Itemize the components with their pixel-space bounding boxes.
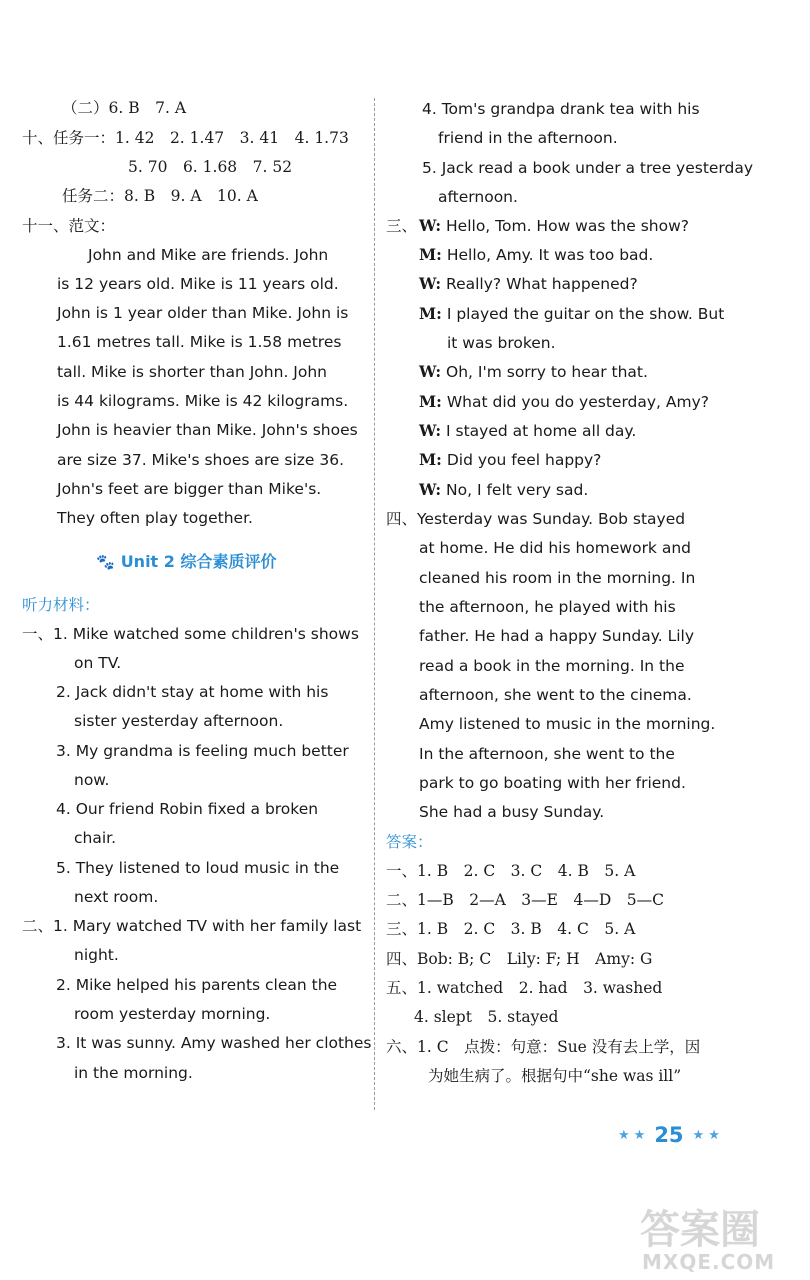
paw-icon: 🐾 <box>96 553 115 571</box>
essay-line: tall. Mike is shorter than John. John <box>57 363 327 381</box>
unit-title <box>96 551 276 573</box>
essay-line: They often play together. <box>57 509 253 527</box>
speaker-label: M: <box>419 392 442 411</box>
passage-line: 四、Yesterday was Sunday. Bob stayed <box>386 510 686 528</box>
answer-line: （二）6. B 7. A <box>62 99 187 117</box>
page-number <box>618 1122 720 1148</box>
dialogue-text: I played the guitar on the show. But <box>446 305 725 323</box>
listening-line: chair. <box>74 829 117 847</box>
passage-line: In the afternoon, she went to the <box>419 745 675 763</box>
answer-line: 四、Bob: B; C Lily: F; H Amy: G <box>386 950 653 968</box>
dialogue-line <box>419 449 601 471</box>
listening-line: 5. They listened to loud music in the <box>56 859 340 877</box>
star-icon: ★ <box>708 1127 720 1143</box>
speaker-label: M: <box>419 450 442 469</box>
passage-line: cleaned his room in the morning. In <box>419 569 696 587</box>
dialogue-text: it was broken. <box>447 334 556 352</box>
essay-line: John and Mike are friends. John <box>88 246 329 264</box>
listening-line: friend in the afternoon. <box>438 129 618 147</box>
answers-label: 答案： <box>386 833 433 851</box>
essay-heading: 十一、范文： <box>22 217 116 235</box>
watermark-logo <box>640 1198 800 1276</box>
answer-line: 任务二：8. B 9. A 10. A <box>62 187 258 205</box>
dialogue-line <box>447 332 556 354</box>
unit-title-text: Unit 2 综合素质评价 <box>120 552 277 571</box>
listening-line: next room. <box>74 888 159 906</box>
passage-line: at home. He did his homework and <box>419 539 691 557</box>
passage-line: father. He had a happy Sunday. Lily <box>419 627 694 645</box>
column-divider <box>374 98 375 1110</box>
dialogue-text: Did you feel happy? <box>446 451 602 469</box>
dialogue-text: Hello, Tom. How was the show? <box>446 217 689 235</box>
listening-line: room yesterday morning. <box>74 1005 271 1023</box>
dialogue-text: Oh, I'm sorry to hear that. <box>446 363 648 381</box>
speaker-label: M: <box>419 245 442 264</box>
listening-line: 5. Jack read a book under a tree yesterday <box>422 159 754 177</box>
answer-line: 十、任务一：1. 42 2. 1.47 3. 41 4. 1.73 <box>22 129 349 147</box>
answer-line: 六、1. C 点拨：句意：Sue 没有去上学，因 <box>386 1038 701 1056</box>
answer-line: 五、1. watched 2. had 3. washed <box>386 979 663 997</box>
answer-line: 5. 70 6. 1.68 7. 52 <box>128 158 293 176</box>
watermark-top: 答案圈 <box>640 1207 760 1253</box>
listening-line: 2. Mike helped his parents clean the <box>56 976 338 994</box>
listening-line: afternoon. <box>438 188 518 206</box>
dialogue-line <box>419 479 588 501</box>
listening-line: sister yesterday afternoon. <box>74 712 284 730</box>
listening-line: 4. Our friend Robin fixed a broken <box>56 800 319 818</box>
essay-line: are size 37. Mike's shoes are size 36. <box>57 451 344 469</box>
dialogue-text: No, I felt very sad. <box>446 481 589 499</box>
passage-line: read a book in the morning. In the <box>419 657 685 675</box>
dialogue-line <box>419 391 709 413</box>
listening-line: night. <box>74 946 119 964</box>
listening-line: 3. It was sunny. Amy washed her clothes <box>56 1034 372 1052</box>
dialogue-line <box>419 244 653 266</box>
speaker-label: W: <box>419 480 442 499</box>
dialogue-line <box>419 420 636 442</box>
listening-label: 听力材料： <box>22 596 100 614</box>
answer-line: 三、1. B 2. C 3. B 4. C 5. A <box>386 920 636 938</box>
listening-line: in the morning. <box>74 1064 193 1082</box>
essay-line: John is 1 year older than Mike. John is <box>57 304 349 322</box>
listening-line: 一、1. Mike watched some children's shows <box>22 625 359 643</box>
listening-line: on TV. <box>74 654 122 672</box>
essay-line: is 12 years old. Mike is 11 years old. <box>57 275 339 293</box>
passage-line: Amy listened to music in the morning. <box>419 715 716 733</box>
dialogue-line <box>419 215 689 237</box>
answer-line: 二、1—B 2—A 3—E 4—D 5—C <box>386 891 664 909</box>
answer-line: 为她生病了。根据句中“she was ill” <box>428 1067 682 1085</box>
dialogue-text: Really? What happened? <box>446 275 638 293</box>
dialogue-text: What did you do yesterday, Amy? <box>446 393 710 411</box>
essay-line: John is heavier than Mike. John's shoes <box>57 421 358 439</box>
speaker-label: W: <box>419 274 442 293</box>
passage-line: the afternoon, he played with his <box>419 598 676 616</box>
star-icon: ★ <box>618 1127 630 1143</box>
watermark-bottom: MXQE.COM <box>642 1250 776 1274</box>
answer-line: 4. slept 5. stayed <box>414 1008 559 1026</box>
listening-line: 2. Jack didn't stay at home with his <box>56 683 329 701</box>
essay-line: is 44 kilograms. Mike is 42 kilograms. <box>57 392 349 410</box>
listening-line: 4. Tom's grandpa drank tea with his <box>422 100 700 118</box>
star-icon: ★ <box>692 1127 705 1143</box>
dialogue-text: Hello, Amy. It was too bad. <box>446 246 654 264</box>
passage-line: She had a busy Sunday. <box>419 803 605 821</box>
star-icon: ★ <box>633 1127 646 1143</box>
answer-line: 一、1. B 2. C 3. C 4. B 5. A <box>386 862 636 880</box>
page-number-text: 25 <box>654 1123 684 1147</box>
essay-line: 1.61 metres tall. Mike is 1.58 metres <box>57 333 342 351</box>
listening-line: 二、1. Mary watched TV with her family last <box>22 917 362 935</box>
speaker-label: M: <box>419 304 442 323</box>
dialogue-text: I stayed at home all day. <box>446 422 637 440</box>
speaker-label: W: <box>419 421 442 440</box>
passage-line: afternoon, she went to the cinema. <box>419 686 692 704</box>
speaker-label: W: <box>419 216 442 235</box>
dialogue-number: 三、 <box>386 217 418 235</box>
essay-line: John's feet are bigger than Mike's. <box>57 480 322 498</box>
dialogue-line <box>419 361 648 383</box>
listening-line: 3. My grandma is feeling much better <box>56 742 349 760</box>
passage-line: park to go boating with her friend. <box>419 774 686 792</box>
dialogue-line <box>419 303 724 325</box>
dialogue-line <box>419 273 638 295</box>
speaker-label: W: <box>419 362 442 381</box>
listening-line: now. <box>74 771 110 789</box>
